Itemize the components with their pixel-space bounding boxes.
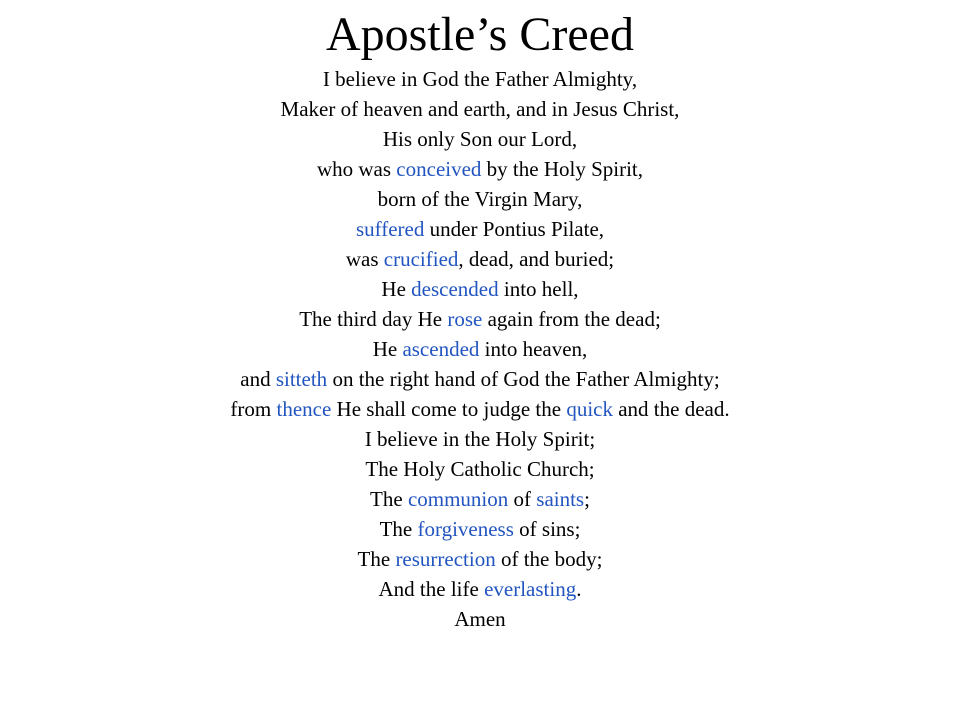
highlighted-word: resurrection [395,547,496,571]
line-text: Amen [454,607,506,631]
line-text: who was [316,157,397,181]
creed-line [0,424,960,454]
line-text: born of the Virgin Mary, [377,187,583,211]
line-text: His only Son our Lord, [382,127,578,151]
creed-line [0,454,960,484]
line-text: He shall come to judge the [331,397,567,421]
line-text: of sins; [513,517,581,541]
highlighted-word: descended [411,277,499,301]
line-text: on the right hand of God the Father Almighty; [327,367,720,391]
line-text: The [370,487,408,511]
creed-line [0,64,960,94]
line-text: And the life [378,577,485,601]
creed-line [0,124,960,154]
highlighted-word: crucified [383,247,459,271]
creed-line [0,544,960,574]
highlighted-word: rose [447,307,483,331]
creed-line [0,244,960,274]
line-text: of the body; [495,547,603,571]
creed-line [0,514,960,544]
line-text: , dead, and buried; [458,247,615,271]
line-text: and the dead. [612,397,730,421]
creed-line [0,334,960,364]
line-text: The [379,517,418,541]
creed-line [0,304,960,334]
line-text: from [230,397,277,421]
line-text: under Pontius Pilate, [424,217,605,241]
creed-line [0,484,960,514]
line-text: The third day He [299,307,448,331]
creed-line [0,364,960,394]
creed-line [0,94,960,124]
highlighted-word: communion [407,487,509,511]
creed-line [0,214,960,244]
highlighted-word: saints [536,487,585,511]
creed-line [0,574,960,604]
line-text: of [508,487,537,511]
line-text: . [576,577,582,601]
line-text: The Holy Catholic Church; [365,457,595,481]
line-text: into hell, [498,277,579,301]
highlighted-word: conceived [396,157,482,181]
line-text: ; [584,487,590,511]
highlighted-word: sitteth [275,367,328,391]
creed-line [0,184,960,214]
highlighted-word: everlasting [484,577,577,601]
creed-text [0,64,960,634]
line-text: I believe in the Holy Spirit; [364,427,596,451]
line-text: again from the dead; [482,307,661,331]
highlighted-word: forgiveness [417,517,514,541]
highlighted-word: thence [276,397,332,421]
line-text: He [372,337,403,361]
line-text: was [345,247,384,271]
highlighted-word: suffered [355,217,425,241]
creed-line [0,274,960,304]
line-text: Maker of heaven and earth, and in Jesus Christ, [280,97,680,121]
page-title: Apostle’s Creed [326,8,634,61]
highlighted-word: quick [566,397,613,421]
line-text: I believe in God the Father Almighty, [322,67,638,91]
creed-line [0,154,960,184]
highlighted-word: ascended [402,337,480,361]
line-text: The [357,547,396,571]
line-text: by the Holy Spirit, [481,157,644,181]
creed-line [0,394,960,424]
line-text: He [381,277,412,301]
creed-line [0,604,960,634]
line-text: into heaven, [479,337,588,361]
line-text: and [240,367,276,391]
